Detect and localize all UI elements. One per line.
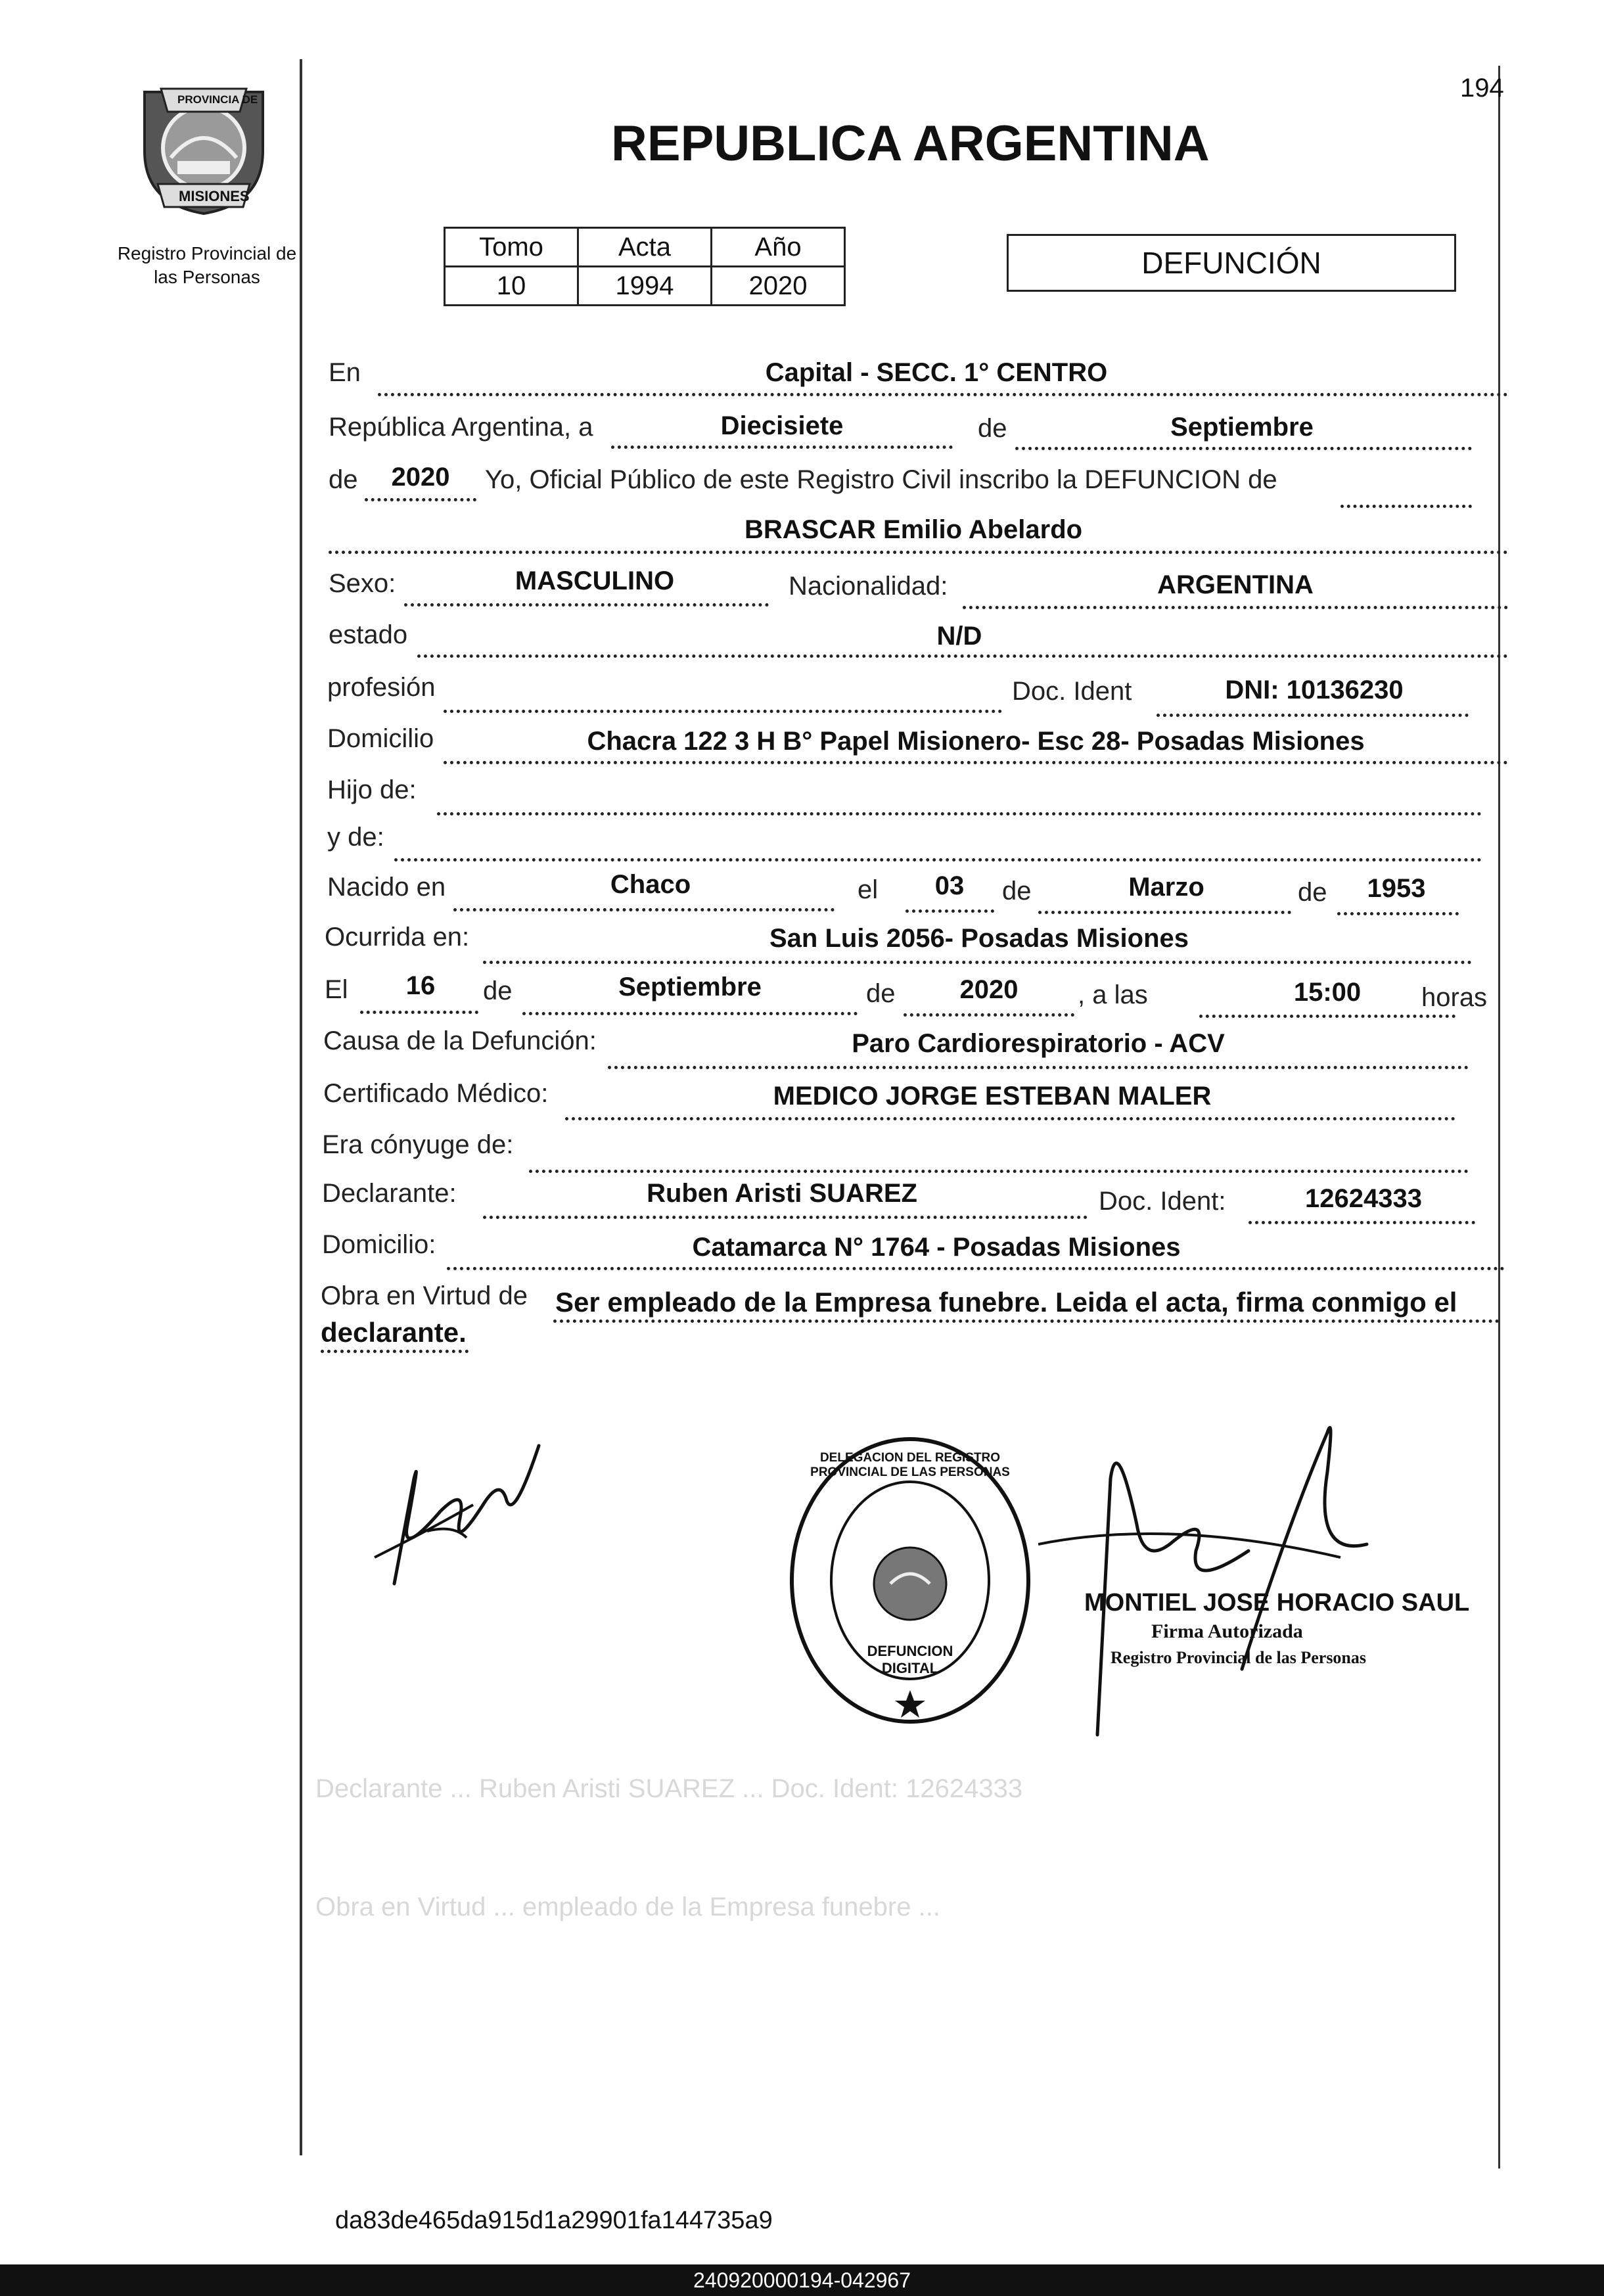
field-declarante-doc: 12624333 — [1305, 1184, 1422, 1213]
official-name: MONTIEL JOSE HORACIO SAUL — [1084, 1589, 1470, 1617]
label-de: de — [483, 976, 513, 1005]
label-doc-ident: Doc. Ident — [1012, 677, 1132, 706]
dots — [483, 961, 1472, 964]
dots — [329, 551, 1508, 554]
label-de: de — [1002, 877, 1032, 906]
field-estado: N/D — [936, 622, 982, 651]
field-declarante-domicilio: Catamarca N° 1764 - Posadas Misiones — [692, 1233, 1181, 1262]
dots — [394, 858, 1482, 861]
field-fallec-hora: 15:00 — [1293, 978, 1362, 1007]
seal-top-text: PROVINCIA DE — [177, 93, 258, 106]
dots — [453, 908, 835, 911]
dots — [444, 710, 1002, 713]
label-horas: horas — [1421, 983, 1488, 1012]
registry-line-1: Registro Provincial de — [117, 243, 297, 264]
field-dia-inscripcion: Diecisiete — [720, 411, 844, 440]
label-conyuge: Era cónyuge de: — [322, 1130, 514, 1159]
label-declarante: Declarante: — [322, 1179, 457, 1208]
dots — [904, 1013, 1074, 1017]
field-fallec-anio: 2020 — [959, 975, 1019, 1004]
dots — [360, 1011, 478, 1014]
field-nacionalidad: ARGENTINA — [1157, 570, 1314, 599]
official-role: Firma Autorizada — [1151, 1620, 1303, 1642]
field-obra-line-2: declarante. — [321, 1317, 467, 1348]
label-de: de — [978, 414, 1007, 443]
label-causa: Causa de la Defunción: — [323, 1026, 597, 1055]
volume-box — [444, 227, 846, 306]
stamp-ring-text: DELEGACION DEL REGISTRO PROVINCIAL DE LAS PERSONAS — [810, 1451, 1010, 1479]
registry-name — [105, 242, 309, 289]
field-obra-line-1: Ser empleado de la Empresa funebre. Leida el acta, firma conmigo el — [555, 1287, 1457, 1318]
dots — [1157, 714, 1469, 717]
dots — [483, 1216, 1088, 1219]
field-nacido-anio: 1953 — [1367, 874, 1426, 903]
field-nacido-lugar: Chaco — [610, 870, 691, 899]
anio-value: 2020 — [712, 267, 845, 306]
label-el-cap: El — [325, 975, 348, 1004]
dots — [437, 812, 1482, 815]
dots — [611, 446, 953, 449]
dots — [905, 909, 994, 913]
label-sexo: Sexo: — [329, 569, 396, 598]
dots — [1340, 505, 1472, 508]
dots — [1249, 1221, 1475, 1224]
label-doc-ident-declarante: Doc. Ident: — [1099, 1187, 1226, 1216]
dots — [1038, 911, 1291, 914]
field-nacido-dia: 03 — [934, 871, 965, 900]
field-causa: Paro Cardiorespiratorio - ACV — [852, 1029, 1225, 1058]
provincial-seal — [131, 72, 276, 217]
dots — [321, 1350, 469, 1353]
dots — [1199, 1015, 1455, 1018]
label-de: de — [866, 979, 896, 1008]
label-el: el — [858, 875, 879, 904]
seal-bottom-text: MISIONES — [179, 188, 250, 204]
field-fallec-dia: 16 — [405, 971, 436, 1000]
dots — [565, 1117, 1455, 1120]
label-ocurrida-en: Ocurrida en: — [325, 923, 470, 952]
tomo-value: 10 — [445, 267, 578, 306]
label-domicilio: Domicilio — [327, 724, 434, 753]
field-ocurrida-en: San Luis 2056- Posadas Misiones — [769, 924, 1189, 953]
label-profesion: profesión — [327, 673, 436, 702]
label-en: En — [329, 358, 361, 387]
label-nacido-en: Nacido en — [327, 873, 446, 902]
field-fallec-mes: Septiembre — [618, 973, 762, 1001]
field-nombre: BRASCAR Emilio Abelardo — [744, 515, 1083, 544]
label-estado: estado — [329, 620, 408, 649]
field-lugar: Capital - SECC. 1° CENTRO — [765, 358, 1108, 387]
label-de: de — [1298, 878, 1327, 907]
dots — [553, 1320, 1500, 1323]
field-certificado: MEDICO JORGE ESTEBAN MALER — [773, 1082, 1212, 1111]
dots — [529, 1170, 1469, 1173]
dots — [404, 603, 769, 607]
record-id: 240920000194-042967 — [693, 2268, 911, 2292]
label-obra: Obra en Virtud de — [321, 1281, 528, 1310]
acta-header: Acta — [578, 228, 712, 267]
label-certificado: Certificado Médico: — [323, 1079, 549, 1108]
dots — [1015, 447, 1472, 450]
official-stamp — [785, 1433, 1035, 1728]
field-documento: DNI: 10136230 — [1225, 676, 1404, 704]
bleed-through-text: Obra en Virtud ... empleado de la Empresa funebre ... — [315, 1893, 940, 1921]
field-declarante: Ruben Aristi SUAREZ — [647, 1179, 917, 1208]
official-office: Registro Provincial de las Personas — [1111, 1648, 1367, 1667]
label-de: de — [329, 465, 358, 494]
declarant-signature — [368, 1426, 552, 1597]
stamp-inner-text: DEFUNCION DIGITAL — [867, 1643, 953, 1676]
label-republica: República Argentina, a — [329, 413, 593, 442]
tomo-header: Tomo — [445, 228, 578, 267]
right-margin-line — [1498, 66, 1500, 2169]
record-type: DEFUNCIÓN — [1141, 246, 1321, 280]
field-mes-inscripcion: Septiembre — [1170, 413, 1314, 442]
page-number: 194 — [1460, 74, 1504, 103]
page-title: REPUBLICA ARGENTINA — [611, 116, 1210, 172]
footer-bar — [0, 2264, 1604, 2296]
dots — [365, 498, 476, 501]
dots — [444, 761, 1508, 764]
label-yo-oficial: Yo, Oficial Público de este Registro Civil inscribo la DEFUNCION de — [485, 465, 1277, 494]
dots — [522, 1012, 858, 1015]
label-domicilio-declarante: Domicilio: — [322, 1230, 436, 1259]
label-y-de: y de: — [327, 823, 384, 852]
record-type-box — [1007, 234, 1456, 292]
field-nacido-mes: Marzo — [1128, 873, 1204, 902]
acta-value: 1994 — [578, 267, 712, 306]
anio-header: Año — [712, 228, 845, 267]
bleed-through-text: Declarante ... Ruben Aristi SUAREZ ... Doc. Ident: 12624333 — [315, 1774, 1023, 1803]
label-a-las: , a las — [1078, 980, 1148, 1009]
official-signature — [1038, 1393, 1406, 1761]
dots — [417, 654, 1508, 658]
field-domicilio: Chacra 122 3 H B° Papel Misionero- Esc 28- Posadas Misiones — [587, 727, 1365, 756]
dots — [608, 1066, 1469, 1069]
label-nacionalidad: Nacionalidad: — [789, 572, 948, 601]
left-margin-line — [300, 59, 302, 2155]
registry-line-2: las Personas — [154, 267, 260, 287]
dots — [378, 393, 1508, 396]
field-sexo: MASCULINO — [515, 566, 675, 595]
document-hash: da83de465da915d1a29901fa144735a9 — [335, 2207, 773, 2234]
label-hijo-de: Hijo de: — [327, 775, 417, 804]
dots — [1337, 912, 1459, 915]
field-anio-inscripcion: 2020 — [391, 463, 450, 492]
dots — [447, 1267, 1505, 1270]
dots — [963, 606, 1508, 609]
